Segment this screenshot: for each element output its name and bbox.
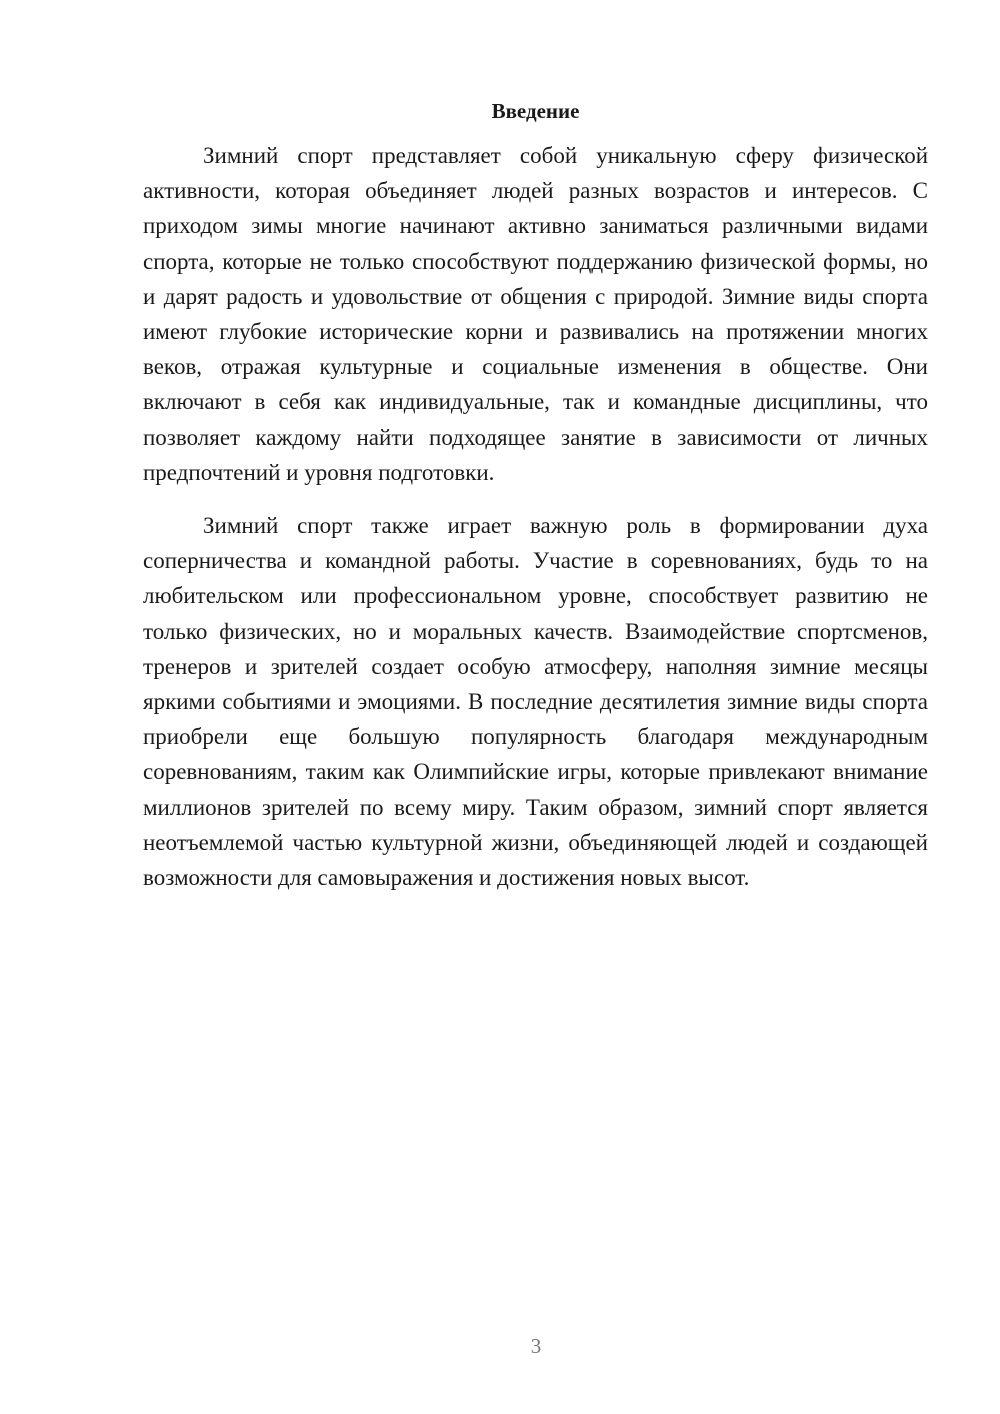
- paragraph-1: Зимний спорт представляет собой уникальную сферу физической активности, которая объединяет людей разных возрастов и интересов. С приходом зимы многие начинают активно заниматься различными видами спорта, которые не только способствуют поддержанию физической формы, но и дарят радость и удовольствие от общения с природой. Зимние виды спорта имеют глубокие исторические корни и развивались на протяжении многих веков, отражая культурные и социальные изменения в обществе. Они включают в себя как индивидуальные, так и командные дисциплины, что позволяет каждому найти подходящее занятие в зависимости от личных предпочтений и уровня подготовки.: [143, 143, 928, 485]
- section-title: Введение: [491, 99, 580, 123]
- page-number: 3: [530, 1334, 542, 1358]
- paragraph-2: Зимний спорт также играет важную роль в формировании духа соперничества и командной работы. Участие в соревнованиях, будь то на любительском или профессиональном уровне, способствует развитию не только физических, но и моральных качеств. Взаимодействие спортсменов, тренеров и зрителей создает особую атмосферу, наполняя зимние месяцы яркими событиями и эмоциями. В последние десятилетия зимние виды спорта приобрели еще большую популярность благодаря международным соревнованиям, таким как Олимпийские игры, которые привлекают внимание миллионов зрителей по всему миру. Таким образом, зимний спорт является неотъемлемой частью культурной жизни, объединяющей людей и создающей возможности для самовыражения и достижения новых высот.: [143, 513, 928, 891]
- document-body: [143, 96, 928, 895]
